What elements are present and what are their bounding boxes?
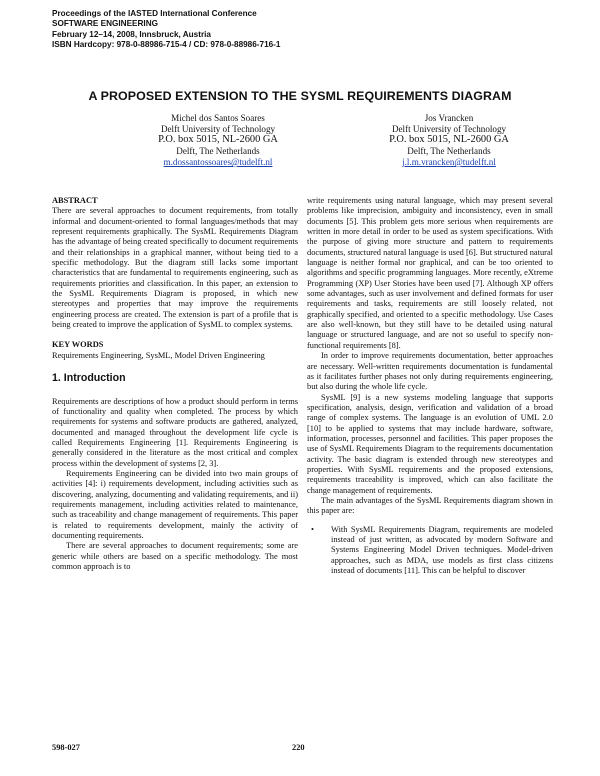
- author-block-2: [349, 113, 549, 168]
- conference-subject: SOFTWARE ENGINEERING: [52, 19, 158, 29]
- author-address: P.O. box 5015, NL-2600 GA: [158, 134, 278, 146]
- abstract-heading: ABSTRACT: [52, 196, 98, 205]
- paper-id: 598-027: [52, 743, 80, 752]
- author-email-link[interactable]: j.l.m.vrancken@tudelft.nl: [402, 157, 496, 168]
- author-name: Jos Vrancken: [424, 113, 474, 123]
- keywords-text: Requirements Engineering, SysML, Model Driven Engineering: [52, 350, 265, 360]
- abstract-text: There are several approaches to document requirements, from totally informal and document-oriented to formal languages/methods that may represent requirements graphically. The SysML Requirements Diagram has the advantage of being created specifically to document requirements and their relationships in a graphical manner, without being tied to a specific methodology. But the diagram still lacks some important characteristics that are fundamental to requirements engineering, such as requirements priorities and classification. In this paper, an extension to the SysML Requirements Diagram is proposed, in which new stereotypes and properties that may improve the requirements engineering process are created. The extension is part of a profile that is being created to improve the application of SysML to complex systems.: [52, 206, 298, 330]
- author-city: Delft, The Netherlands: [176, 146, 260, 157]
- intro-paragraph-1: Requirements are descriptions of how a product should perform in terms of functionality and quality when completed. The process by which requirements for systems and software products are gathered, analyzed, documented and managed throughout the development life cycle is called Requirements Engineering [1]. Requirements Engineering is generally considered in the literature as the most critical and complex process within the development of systems [2, 3].: [52, 396, 298, 468]
- body-paragraph-4: The main advantages of the SysML Requirements diagram shown in this paper are:: [307, 495, 553, 516]
- author-email-link[interactable]: m.dossantossoares@tudelft.nl: [163, 157, 273, 168]
- body-paragraph-2: In order to improve requirements documentation, better approaches are necessary. Well-written requirements documentation is fundamental as it facilitates further phases not only during requirements engineering, but also during the whole life cycle.: [307, 351, 553, 392]
- body-paragraph-1: write requirements using natural language, which may present several problems like imprecision, ambiguity and inconsistency, even in small documents [5]. This problem gets more serious when requirements are written in more detail in order to be used as system specifications. With the purpose of giving more structure and pattern to requirements documents, structured natural language is used [6]. But structured natural language is neither formal nor graphical, and can be too oriented to algorithms and specific programming languages. More recently, eXtreme Programming (XP) User Stories have been used [7]. Although XP offers some advantages, such as user involvement and defined formats for user requirements and tasks, requirements are still loosely related, not graphically specified, and oriented to a specific methodology. Use Cases are also well-known, but they still have to be detailed using natural language or structured language, and are not so useful to specify non-functional requirements [8].: [307, 196, 553, 350]
- author-address: P.O. box 5015, NL-2600 GA: [389, 134, 509, 146]
- author-block-1: [118, 113, 318, 168]
- conference-date-location: February 12–14, 2008, Innsbruck, Austria: [52, 29, 211, 39]
- intro-paragraph-3: There are several approaches to document requirements; some are generic while others are based on a specific methodology. The most common approach is to: [52, 541, 298, 571]
- bullet-icon: •: [311, 524, 314, 534]
- paper-title: A PROPOSED EXTENSION TO THE SYSML REQUIREMENTS DIAGRAM: [88, 89, 512, 103]
- intro-paragraph-2: Requirements Engineering can be divided into two main groups of activities [4]: i) requirements development, including activities such as discovering, analyzing, documenting and validating requirements, and ii) requirements management, including activities related to maintenance, such as traceability and change management of requirements. This paper is related to requirements development, mainly the activity of documenting requirements.: [52, 468, 298, 540]
- advantage-list-item: [307, 525, 553, 577]
- conference-isbn: ISBN Hardcopy: 978-0-88986-715-4 / CD: 978-0-88986-716-1: [52, 39, 281, 49]
- right-column: [307, 196, 553, 576]
- page-number: 220: [292, 743, 305, 752]
- left-column: [52, 196, 298, 572]
- advantage-text: With SysML Requirements Diagram, requirements are modeled instead of just written, as advocated by modern Software and Systems Engineering Model Driven techniques. Model-driven approaches, such as MDA, use models as first class citizens instead of documents [11]. This can be helpful to discover: [331, 524, 553, 576]
- author-city: Delft, The Netherlands: [407, 146, 491, 157]
- body-paragraph-3: SysML [9] is a new systems modeling language that supports specification, analysis, design, verification and validation of a broad range of complex systems. The language is an evolution of UML 2.0 [10] to be applied to systems that may include hardware, software, information, processes, personnel and facilities. This paper proposes the use of SysML Requirements Diagram to the requirements documentation activity. The basic diagram is extended through new stereotypes and properties. With SysML requirements and the proposed extensions, requirements traceability is improved, which can also facilitate the change management of requirements.: [307, 392, 553, 495]
- author-affiliation: Delft University of Technology: [391, 123, 507, 134]
- author-name: Michel dos Santos Soares: [171, 113, 265, 123]
- keywords-heading: KEY WORDS: [52, 340, 104, 350]
- conference-header: [52, 9, 280, 50]
- introduction-heading: 1. Introduction: [52, 372, 126, 385]
- conference-name: Proceedings of the IASTED International Conference: [52, 9, 257, 18]
- author-affiliation: Delft University of Technology: [160, 123, 276, 134]
